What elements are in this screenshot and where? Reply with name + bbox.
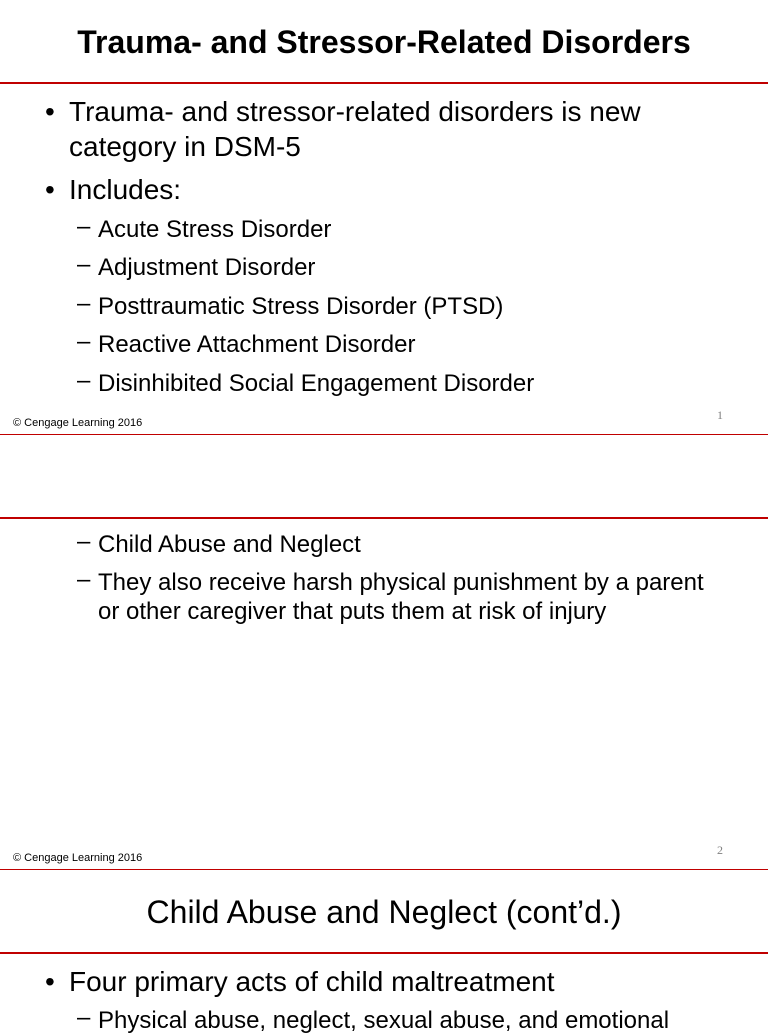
copyright-notice: © Cengage Learning 2016 [13,852,143,864]
bullet-text: Includes: [69,174,182,205]
dash-marker: – [77,367,91,394]
sub-bullet-item [77,292,727,321]
bullet-marker: • [45,96,55,127]
slide-title: Trauma- and Stressor-Related Disorders [77,24,691,60]
slide-3 [0,870,768,1034]
bullet-item [45,964,725,999]
sub-bullet-text: Acute Stress Disorder [98,216,332,243]
slide-1 [0,0,768,435]
page-number: 2 [717,843,723,857]
sub-bullet-text: Posttraumatic Stress Disorder (PTSD) [98,293,504,320]
sub-bullet-item [77,369,727,398]
sub-bullet-text: Child Abuse and Neglect [98,531,361,558]
sub-bullet-item [77,215,727,244]
title-divider [0,952,768,954]
dash-marker: – [77,1004,91,1031]
sub-bullet-text: They also receive harsh physical punishment by a parent or other caregiver that puts them at risk of injury [98,569,704,625]
dash-marker: – [77,328,91,355]
sub-bullet-item [77,568,727,626]
sub-bullet-item [77,1006,727,1035]
bullet-marker: • [45,174,55,205]
title-divider [0,82,768,84]
bullet-marker: • [45,966,55,997]
sub-bullet-text: Adjustment Disorder [98,254,316,281]
slide-2 [0,435,768,870]
copyright-notice: © Cengage Learning 2016 [13,417,143,429]
slide-title: Child Abuse and Neglect (cont’d.) [146,894,622,930]
dash-marker: – [77,290,91,317]
dash-marker: – [77,251,91,278]
page-number: 1 [717,408,723,422]
bullet-text: Trauma- and stressor-related disorders is new category in DSM-5 [69,96,641,162]
sub-bullet-item [77,253,727,282]
sub-bullet-text: Reactive Attachment Disorder [98,331,416,358]
bullet-item [45,172,725,207]
dash-marker: – [77,528,91,555]
bullet-item [45,94,725,164]
dash-marker: – [77,566,91,593]
dash-marker: – [77,213,91,240]
sub-bullet-text: Physical abuse, neglect, sexual abuse, and emotional [98,1007,670,1034]
title-divider [0,517,768,519]
sub-bullet-item [77,530,727,559]
sub-bullet-item [77,330,727,359]
sub-bullet-text: Disinhibited Social Engagement Disorder [98,370,535,397]
bullet-text: Four primary acts of child maltreatment [69,966,555,997]
